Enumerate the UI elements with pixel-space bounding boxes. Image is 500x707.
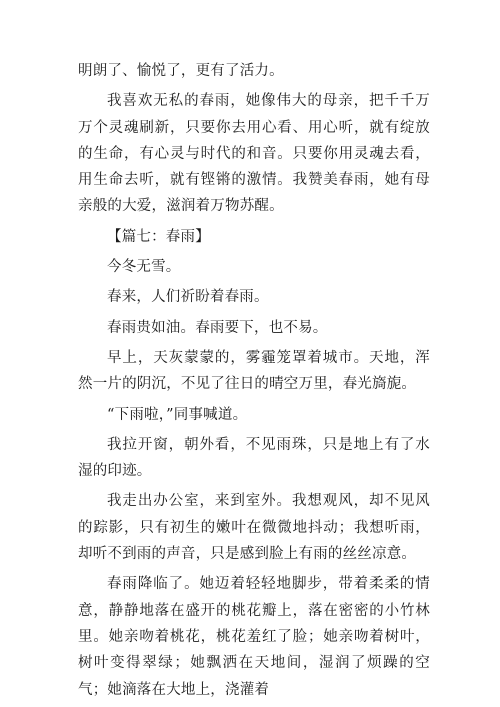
section-heading: 【篇七：春雨】 bbox=[107, 228, 210, 245]
paragraph: 早上，天灰蒙蒙的，雾霾笼罩着城市。天地，浑然一片的阴沉，不见了往日的晴空万里，春光旖旎。 bbox=[78, 349, 430, 393]
paragraph: 春雨降临了。她迈着轻轻地脚步，带着柔柔的情意，静静地落在盛开的桃花瓣上，落在密密的小竹林里。她亲吻着桃花，桃花羞红了脸；她亲吻着树叶，树叶变得翠绿；她飘洒在天地间，湿润了烦躁的空气；她滴落在大地上，浇灌着 bbox=[78, 576, 430, 698]
paragraph: 今冬无雪。 bbox=[107, 259, 181, 276]
paragraph: 我拉开窗，朝外看，不见雨珠，只是地上有了水湿的印迹。 bbox=[78, 436, 430, 480]
paragraph: 春来，人们祈盼着春雨。 bbox=[107, 289, 269, 306]
paragraph: 我走出办公室，来到室外。我想观风，却不见风的踪影，只有初生的嫩叶在微微地抖动；我想听雨，却听不到雨的声音，只是感到脸上有雨的丝丝凉意。 bbox=[78, 493, 430, 563]
document-body bbox=[78, 58, 430, 703]
paragraph: 春雨贵如油。春雨要下，也不易。 bbox=[107, 319, 328, 336]
paragraph: 我喜欢无私的春雨，她像伟大的母亲，把千千万万个灵魂刷新，只要你去用心看、用心听，就有绽放的生命，有心灵与时代的和音。只要你用灵魂去看，用生命去听，就有铿锵的激情。我赞美春雨，她有母亲般的大爱，滋润着万物苏醒。 bbox=[78, 93, 430, 215]
paragraph: 明朗了、愉悦了，更有了活力。 bbox=[78, 63, 284, 79]
paragraph: “下雨啦，”同事喊道。 bbox=[107, 406, 248, 423]
